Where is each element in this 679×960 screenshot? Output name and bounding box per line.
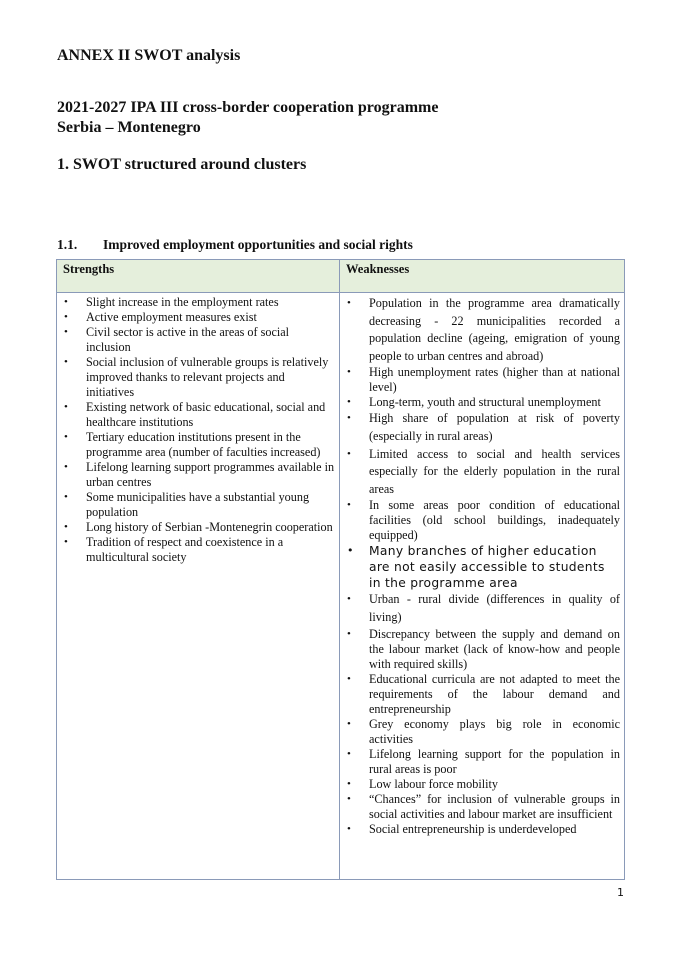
bullet-icon: • xyxy=(347,396,351,409)
bullet-icon: • xyxy=(347,672,351,685)
list-item: • Limited access to social and health services especially for the elderly population in the rural areas xyxy=(347,446,620,496)
bullet-icon: • xyxy=(347,627,351,640)
bullet-icon: • xyxy=(347,792,351,805)
list-item: • Lifelong learning support programmes available in urban centres xyxy=(64,460,335,489)
bullet-icon: • xyxy=(347,499,351,512)
section-title: 1. SWOT structured around clusters xyxy=(57,156,307,173)
strengths-cell xyxy=(57,293,340,880)
bullet-icon: • xyxy=(347,297,351,309)
list-item: • Educational curricula are not adapted to meet the requirements of the labour demand and entrepreneurship xyxy=(347,671,620,716)
list-item: • Long-term, youth and structural unemployment xyxy=(347,395,601,410)
bullet-icon: • xyxy=(64,461,68,473)
weaknesses-list xyxy=(340,293,624,837)
programme-title-line2: Serbia – Montenegro xyxy=(57,119,201,136)
list-item: • Some municipalities have a substantial young population xyxy=(64,490,310,519)
bullet-icon: • xyxy=(347,544,354,558)
list-item: • Slight increase in the employment rates xyxy=(64,295,279,309)
bullet-icon: • xyxy=(64,326,68,338)
list-item: • In some areas poor condition of educational facilities (old school buildings, inadequately equipped) xyxy=(347,498,620,543)
list-item: • Urban - rural divide (differences in quality of living) xyxy=(347,592,620,624)
list-item: • Many branches of higher education are not easily accessible to students in the programme area xyxy=(347,544,605,591)
subsection-title: Improved employment opportunities and social rights xyxy=(103,237,413,252)
bullet-icon: • xyxy=(64,356,68,368)
list-item: • Population in the programme area dramatically decreasing - 22 municipalities recorded a population decline (ageing, emigration of young people to urban centres and abroad) xyxy=(347,296,620,363)
list-item: • “Chances” for inclusion of vulnerable groups in social activities and labour market are insufficient xyxy=(347,791,620,821)
header-weaknesses: Weaknesses xyxy=(340,260,625,293)
bullet-icon: • xyxy=(64,311,68,323)
list-item: • Grey economy plays big role in economic activities xyxy=(347,716,620,746)
programme-title-line1: 2021-2027 IPA III cross-border cooperation programme xyxy=(57,99,439,116)
list-item: • Tradition of respect and coexistence in a multicultural society xyxy=(64,535,284,564)
list-item: • Low labour force mobility xyxy=(347,776,498,791)
list-item: • Civil sector is active in the areas of social inclusion xyxy=(64,325,290,354)
list-item: • Social inclusion of vulnerable groups is relatively improved thanks to relevant projects and initiatives xyxy=(64,355,329,399)
bullet-icon: • xyxy=(64,536,68,548)
bullet-icon: • xyxy=(347,777,351,790)
list-item: • Active employment measures exist xyxy=(64,310,257,324)
table-row xyxy=(57,293,625,880)
weaknesses-cell xyxy=(340,293,625,880)
list-item: • Long history of Serbian -Montenegrin cooperation xyxy=(64,520,333,534)
list-item: • Lifelong learning support for the population in rural areas is poor xyxy=(347,746,620,776)
page-number: 1 xyxy=(617,886,624,899)
bullet-icon: • xyxy=(64,491,68,503)
list-item: • Existing network of basic educational, social and healthcare institutions xyxy=(64,400,326,429)
table-header-row xyxy=(57,260,625,293)
list-item: • High unemployment rates (higher than at national level) xyxy=(347,365,620,395)
bullet-icon: • xyxy=(347,412,351,425)
bullet-icon: • xyxy=(64,296,68,308)
strengths-list xyxy=(57,293,339,565)
list-item: • Social entrepreneurship is underdeveloped xyxy=(347,821,577,836)
bullet-icon: • xyxy=(347,717,351,730)
bullet-icon: • xyxy=(347,366,351,379)
annex-title: ANNEX II SWOT analysis xyxy=(57,47,241,64)
header-strengths: Strengths xyxy=(57,260,340,293)
bullet-icon: • xyxy=(64,401,68,413)
list-item: • Tertiary education institutions present in the programme area (number of faculties increased) xyxy=(64,430,321,459)
list-item: • Discrepancy between the supply and demand on the labour market (lack of know-how and people with required skills) xyxy=(347,626,620,671)
list-item: • High share of population at risk of poverty (especially in rural areas) xyxy=(347,411,620,443)
bullet-icon: • xyxy=(64,521,68,533)
bullet-icon: • xyxy=(347,447,351,460)
subsection-heading xyxy=(57,237,413,253)
bullet-icon: • xyxy=(347,593,351,606)
bullet-icon: • xyxy=(347,747,351,760)
bullet-icon: • xyxy=(347,822,351,835)
bullet-icon: • xyxy=(64,431,68,443)
programme-title xyxy=(57,98,438,138)
swot-table xyxy=(56,259,625,880)
subsection-number: 1.1. xyxy=(57,237,78,252)
